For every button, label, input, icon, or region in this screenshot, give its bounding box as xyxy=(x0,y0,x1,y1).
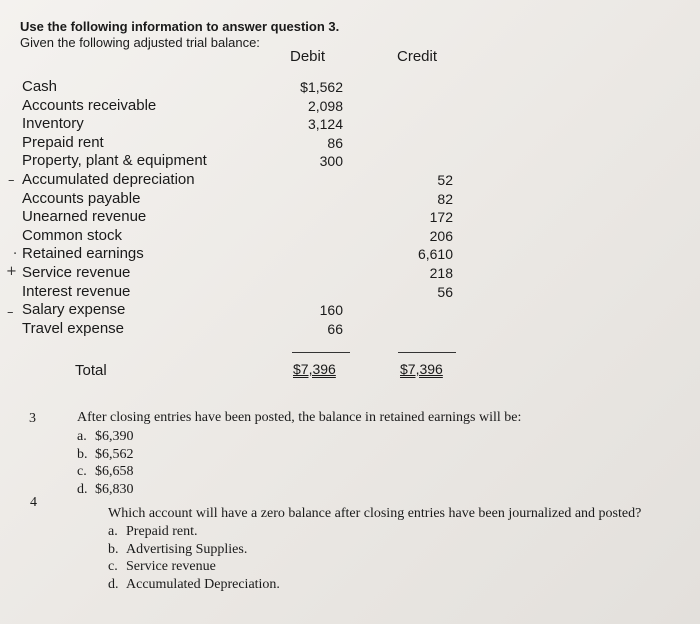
question-text: Which account will have a zero balance after closing entries have been journalized and posted? xyxy=(108,506,642,521)
debit-total: $7,396 xyxy=(293,361,336,377)
option-text: Accumulated Depreciation. xyxy=(126,576,280,592)
option-letter: c. xyxy=(77,464,87,479)
answer-option xyxy=(77,428,134,446)
instruction-subline: Given the following adjusted trial balance: xyxy=(20,35,260,50)
account-name: Salary expense xyxy=(22,301,126,319)
credit-amount xyxy=(393,97,453,116)
answer-option xyxy=(77,481,134,499)
credit-amount: 56 xyxy=(437,283,453,300)
option-letter: d. xyxy=(108,576,119,592)
account-name: Accumulated depreciation xyxy=(22,170,195,188)
total-label: Total xyxy=(75,362,107,379)
option-letter: a. xyxy=(108,524,118,539)
debit-total-rule xyxy=(292,352,350,353)
question-options xyxy=(108,523,280,593)
account-name: Interest revenue xyxy=(22,282,131,300)
credit-amount xyxy=(393,115,453,134)
debit-amount: 2,098 xyxy=(307,97,343,114)
answer-option xyxy=(108,541,280,559)
account-name: Prepaid rent xyxy=(22,133,104,151)
option-text: $6,658 xyxy=(95,464,134,479)
credit-amount: 218 xyxy=(429,264,453,281)
debit-amount: $1,562 xyxy=(300,79,343,95)
debit-amount xyxy=(283,283,343,302)
pen-mark-dot: · xyxy=(13,247,18,262)
account-name: Unearned revenue xyxy=(22,208,147,226)
question-number: 4 xyxy=(30,495,37,510)
question-text: After closing entries have been posted, the balance in retained earnings will be: xyxy=(77,410,522,425)
option-text: Advertising Supplies. xyxy=(126,541,248,557)
debit-column-header: Debit xyxy=(290,48,326,65)
question-number: 3 xyxy=(29,411,36,426)
credit-amount: 6,610 xyxy=(417,246,453,263)
account-name: Common stock xyxy=(22,226,123,244)
answer-option xyxy=(108,558,280,576)
credit-amount xyxy=(393,152,453,171)
account-name: Inventory xyxy=(22,115,84,133)
option-text: Service revenue xyxy=(126,559,216,574)
account-name: Property, plant & equipment xyxy=(22,152,207,170)
option-letter: c. xyxy=(108,559,118,574)
option-text: $6,830 xyxy=(95,481,134,497)
answer-option xyxy=(77,463,134,481)
instruction-line: Use the following information to answer question 3. xyxy=(20,19,340,34)
account-list xyxy=(22,78,207,338)
answer-option xyxy=(108,576,280,594)
credit-total: $7,396 xyxy=(400,361,443,377)
debit-amount: 3,124 xyxy=(307,116,343,133)
debit-amount xyxy=(283,171,343,190)
debit-amount xyxy=(283,190,343,209)
debit-amount: 300 xyxy=(319,153,343,170)
account-name: Accounts receivable xyxy=(22,96,157,114)
question-options xyxy=(77,428,134,498)
pen-mark-dash: – xyxy=(8,173,15,188)
account-name: Accounts payable xyxy=(22,189,141,207)
credit-amount: 82 xyxy=(437,190,453,207)
debit-column xyxy=(283,78,343,338)
credit-amount xyxy=(393,301,453,320)
option-text: $6,562 xyxy=(95,446,134,462)
account-name: Retained earnings xyxy=(22,245,144,263)
account-name: Cash xyxy=(22,78,58,95)
option-letter: b. xyxy=(108,541,119,557)
credit-amount xyxy=(393,134,453,153)
debit-amount: 66 xyxy=(327,320,343,337)
credit-amount: 172 xyxy=(429,209,453,226)
answer-option xyxy=(108,523,280,541)
credit-amount: 52 xyxy=(437,171,453,188)
option-text: Prepaid rent. xyxy=(126,524,198,539)
debit-amount xyxy=(283,264,343,283)
credit-amount: 206 xyxy=(429,227,453,244)
debit-amount xyxy=(283,245,343,264)
option-letter: d. xyxy=(77,481,88,497)
debit-amount: 160 xyxy=(319,302,343,319)
debit-amount xyxy=(283,208,343,227)
account-name: Travel expense xyxy=(22,319,124,337)
credit-amount xyxy=(393,78,453,97)
credit-column-header: Credit xyxy=(397,48,438,65)
debit-amount xyxy=(283,227,343,246)
debit-amount: 86 xyxy=(327,134,343,151)
option-text: $6,390 xyxy=(95,429,134,444)
pen-mark-dash-2: – xyxy=(7,305,14,320)
option-letter: a. xyxy=(77,429,87,444)
option-letter: b. xyxy=(77,446,88,462)
credit-total-rule xyxy=(398,352,456,353)
pen-mark-plus: + xyxy=(6,264,17,279)
account-name: Service revenue xyxy=(22,263,131,281)
credit-column xyxy=(393,78,453,338)
answer-option xyxy=(77,446,134,464)
credit-amount xyxy=(393,320,453,339)
